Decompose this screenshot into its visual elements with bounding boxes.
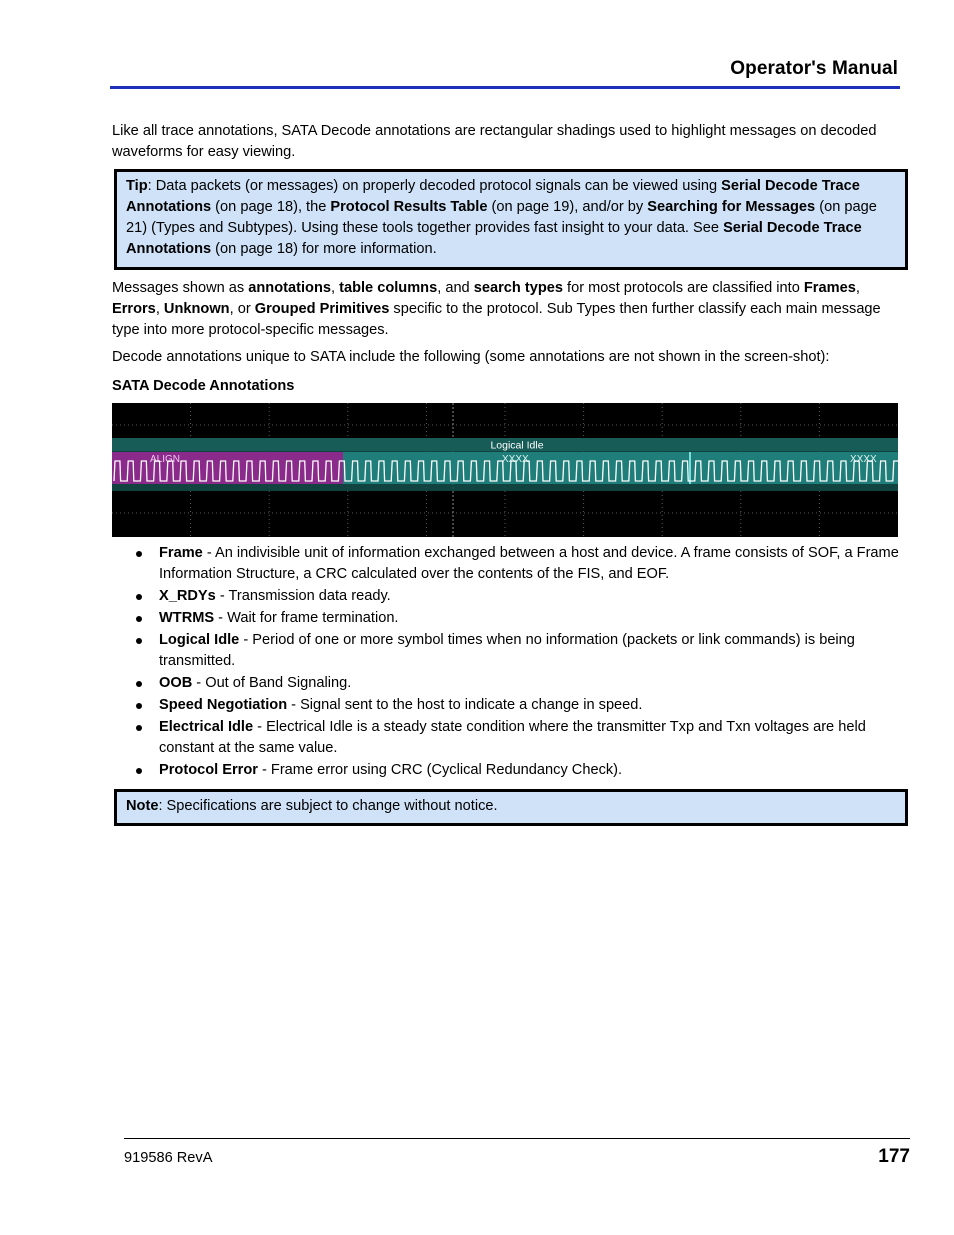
xxxx-label-1: XXXX: [502, 454, 529, 465]
bullet-icon: [136, 551, 142, 557]
annotation-description: - Signal sent to the host to indicate a change in speed.: [287, 697, 643, 713]
decode-intro-paragraph: Decode annotations unique to SATA include the following (some annotations are not shown in the screen-shot):: [112, 349, 830, 365]
bullet-icon: [136, 638, 142, 644]
sata-decode-screenshot: [112, 403, 898, 537]
bullet-icon: [136, 703, 142, 709]
annotation-term: OOB: [159, 675, 193, 691]
annotation-description: - Transmission data ready.: [215, 588, 391, 604]
note-text: : Specifications are subject to change without notice.: [158, 798, 498, 814]
note-label: Note: [126, 798, 159, 814]
tip-text: (on page 21) (Types and Subtypes). Using these tools together provides fast insight to your data. See: [126, 199, 877, 236]
note-callout: [114, 789, 908, 826]
annotation-list-item: [112, 760, 900, 781]
tip-text: (on page 18) for more information.: [211, 241, 437, 257]
annotation-term: WTRMS: [159, 610, 215, 626]
tip-link-serial-decode[interactable]: Serial Decode Trace Annotations: [126, 178, 860, 215]
align-label: ALIGN: [150, 454, 181, 465]
header-rule: [110, 86, 900, 89]
annotation-term: Frame: [159, 545, 203, 561]
xxxx-label-2: XXXX: [850, 454, 877, 465]
annotation-list-item: [112, 717, 900, 759]
page-content: [112, 121, 900, 834]
annotation-description: - Out of Band Signaling.: [192, 675, 352, 691]
annotation-term: X_RDYs: [159, 588, 216, 604]
annotation-list-item: [112, 673, 900, 694]
annotation-description: - Wait for frame termination.: [214, 610, 399, 626]
page-header-title: Operator's Manual: [730, 58, 898, 79]
annotation-description: - Frame error using CRC (Cyclical Redundancy Check).: [257, 762, 623, 778]
tip-callout: [114, 169, 908, 270]
annotation-description: - Period of one or more symbol times when no information (packets or link commands) is being transmitted.: [159, 632, 855, 669]
annotation-term: Speed Negotiation: [159, 697, 288, 713]
annotation-list-item: [112, 608, 900, 629]
annotation-list: [112, 543, 900, 781]
tip-text: (on page 18), the: [211, 199, 331, 215]
logical-idle-label: Logical Idle: [490, 439, 544, 452]
bullet-icon: [136, 681, 142, 687]
tip-text: : Data packets (or messages) on properly decoded protocol signals can be viewed using: [147, 178, 722, 194]
annotation-list-item: [112, 695, 900, 716]
section-heading: SATA Decode Annotations: [112, 378, 295, 394]
bullet-icon: [136, 616, 142, 622]
annotation-term: Protocol Error: [159, 762, 258, 778]
tip-label: Tip: [126, 178, 148, 194]
page-number: 177: [878, 1146, 910, 1167]
annotation-term: Logical Idle: [159, 632, 240, 648]
annotation-description: - An indivisible unit of information exchanged between a host and device. A frame consists of SOF, a Frame Information Structure, a CRC calculated over the contents of the FIS, and EOF.: [159, 545, 899, 582]
bullet-icon: [136, 725, 142, 731]
bullet-icon: [136, 768, 142, 774]
messages-paragraph: Messages shown as annotations, table columns, and search types for most protocols are classified into Frames, Errors, Unknown, or Grouped Primitives specific to the protocol. Sub Types then further classify each main message type into more protocol-specific messages.: [112, 280, 881, 338]
annotation-list-item: [112, 630, 900, 672]
annotation-term: Electrical Idle: [159, 719, 254, 735]
tip-link-searching[interactable]: Searching for Messages: [647, 199, 816, 215]
footer-rule: [124, 1138, 910, 1139]
tip-link-serial-decode-2[interactable]: Serial Decode Trace Annotations: [126, 220, 862, 257]
bullet-icon: [136, 594, 142, 600]
tip-text: (on page 19), and/or by: [487, 199, 648, 215]
document-id: 919586 RevA: [124, 1150, 213, 1166]
annotation-description: - Electrical Idle is a steady state condition where the transmitter Txp and Txn voltages are held constant at the same value.: [159, 719, 866, 756]
annotation-list-item: [112, 543, 900, 585]
tip-link-protocol-results[interactable]: Protocol Results Table: [330, 199, 488, 215]
intro-paragraph: Like all trace annotations, SATA Decode annotations are rectangular shadings used to highlight messages on decoded waveforms for easy viewing.: [112, 123, 877, 160]
annotation-list-item: [112, 586, 900, 607]
